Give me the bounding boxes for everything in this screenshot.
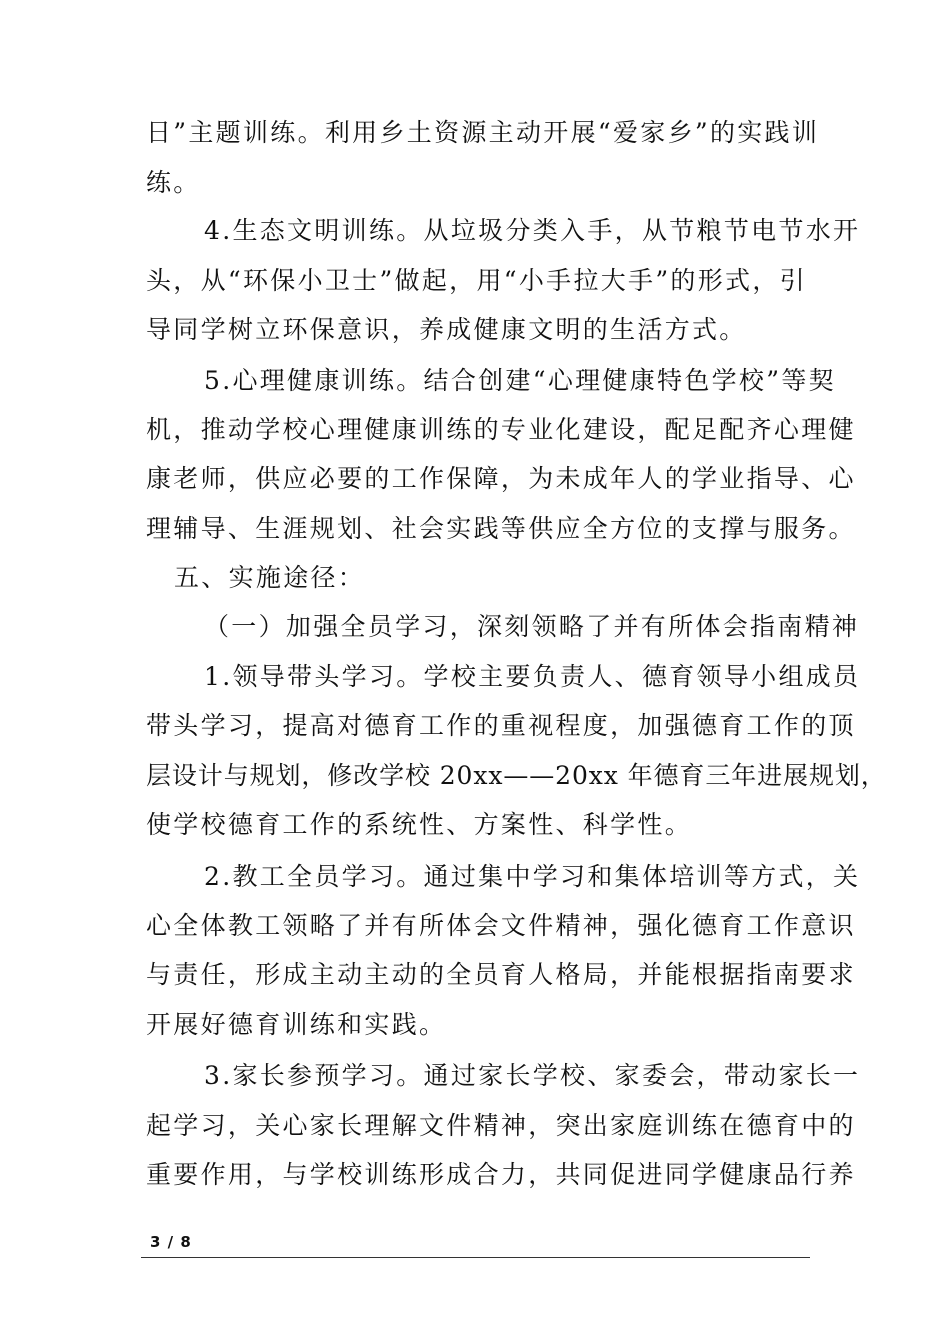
- paragraph-start: 4.生态文明训练。从垃圾分类入手，从节粮节电节水开: [204, 216, 861, 245]
- text-line: 心全体教工领略了并有所体会文件精神，强化德育工作意识: [146, 911, 856, 940]
- text-line: 理辅导、生涯规划、社会实践等供应全方位的支撑与服务。: [146, 514, 856, 543]
- page-number: 3 / 8: [150, 1233, 192, 1251]
- text-line: 层设计与规划，修改学校 20xx——20xx 年德育三年进展规划，: [146, 761, 887, 790]
- text-line: 导同学树立环保意识，养成健康文明的生活方式。: [146, 315, 747, 344]
- section-heading: 五、实施途径：: [174, 563, 366, 592]
- text-line: 带头学习，提高对德育工作的重视程度，加强德育工作的顶: [146, 711, 856, 740]
- text-line: 开展好德育训练和实践。: [146, 1010, 447, 1039]
- text-line: 起学习，关心家长理解文件精神，突出家庭训练在德育中的: [146, 1111, 856, 1140]
- text-line: 使学校德育工作的系统性、方案性、科学性。: [146, 810, 693, 839]
- text-line: 机，推动学校心理健康训练的专业化建设，配足配齐心理健: [146, 415, 856, 444]
- text-line: 康老师，供应必要的工作保障，为未成年人的学业指导、心: [146, 464, 856, 493]
- paragraph-start: 2.教工全员学习。通过集中学习和集体培训等方式，关: [204, 862, 861, 891]
- paragraph-start: 5.心理健康训练。结合创建“心理健康特色学校”等契: [204, 366, 836, 395]
- paragraph-start: 3.家长参预学习。通过家长学校、家委会，带动家长一: [204, 1061, 861, 1090]
- text-line: 头，从“环保小卫士”做起，用“小手拉大手”的形式，引: [146, 266, 807, 295]
- text-line: 日”主题训练。利用乡土资源主动开展“爱家乡”的实践训: [146, 118, 820, 147]
- text-line: 练。: [146, 168, 201, 197]
- footer-divider: [141, 1257, 810, 1258]
- text-line: 重要作用，与学校训练形成合力，共同促进同学健康品行养: [146, 1160, 856, 1189]
- subsection-heading: （一）加强全员学习，深刻领略了并有所体会指南精神: [204, 612, 860, 641]
- text-line: 与责任，形成主动主动的全员育人格局，并能根据指南要求: [146, 960, 856, 989]
- paragraph-start: 1.领导带头学习。学校主要负责人、德育领导小组成员: [204, 662, 861, 691]
